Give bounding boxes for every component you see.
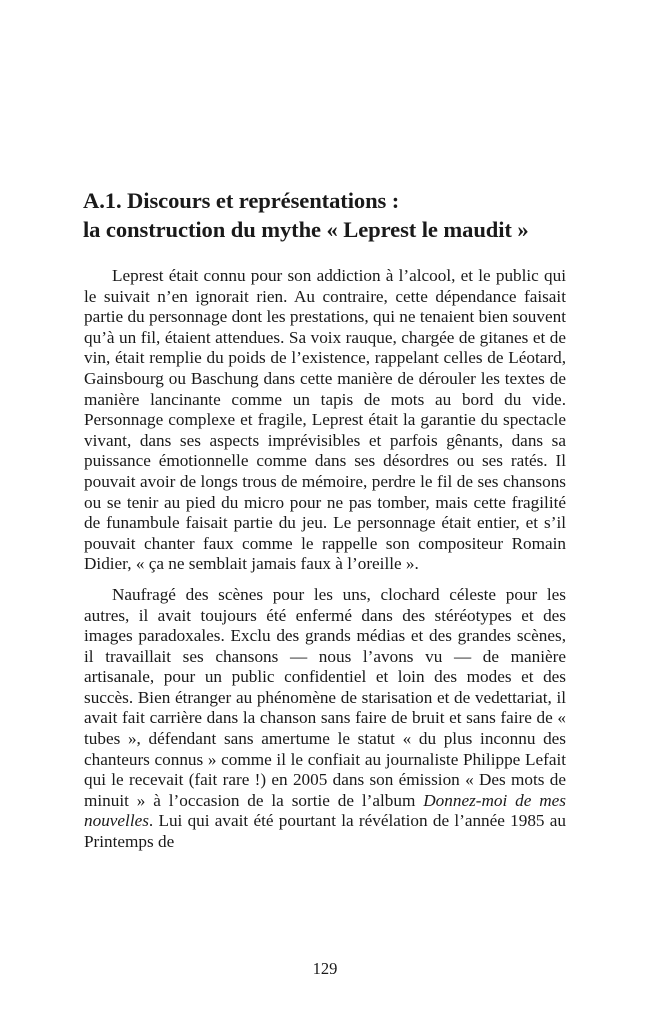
page-number: 129 [312, 959, 338, 978]
paragraph-2-text-start: Naufragé des scènes pour les uns, clochard céleste pour les autres, il avait toujours été enfermé dans des stéréotypes et des images paradoxales. Exclu des grands médias et des grandes scènes, il travaillait ses chansons — nous l’avons vu — de manière artisanale, pour un public confidentiel et loin des modes et des succès. Bien étranger au phénomène de starisation et de vedettariat, il avait fait carrière dans la chanson sans faire de bruit et sans faire de « tubes », défendant sans amertume le statut « du plus inconnu des chanteurs connus » comme il le confiait au journaliste Philippe Lefait qui le recevait (fait rare !) en 2005 dans son émission « Des mots de minuit » à l’occasion de la sortie de l’album [84, 584, 566, 810]
section-heading-line-2: la construction du mythe « Leprest le maudit » [83, 217, 529, 242]
album-title: Donnez-moi de mes nouvelles [84, 790, 566, 831]
section-heading-line-1: A.1. Discours et représentations : [83, 188, 400, 213]
paragraph-1: Leprest était connu pour son addiction à l’alcool, et le public qui le suivait n’en ignorait rien. Au contraire, cette dépendance faisait partie du personnage dont les prestations, qui ne tenaient bien souvent qu’à un fil, étaient attendues. Sa voix rauque, chargée de gitanes et de vin, était remplie du poids de l’existence, rappelant celles de Léotard, Gainsbourg ou Baschung dans cette manière de dérouler les textes de manière lancinante comme un tapis de mots au bord du vide. Personnage complexe et fragile, Leprest était la garantie du spectacle vivant, dans ses aspects imprévisibles et parfois gênants, dans sa puissance émotionnelle comme dans ses désordres ou ses ratés. Il pouvait avoir de longs trous de mémoire, perdre le fil de ses chansons ou se tenir au pied du micro pour ne pas tomber, mais cette fragilité de funambule faisait partie du jeu. Le personnage était entier, et s’il pouvait chanter faux comme le rappelle son compositeur Romain Didier, « ça ne semblait jamais faux à l’oreille ». [84, 266, 566, 574]
paragraph-2-text-end: . Lui qui avait été pourtant la révélation de l’année 1985 au Printemps de [84, 811, 566, 852]
paragraph-2 [84, 585, 566, 853]
section-heading [83, 186, 583, 244]
body-text [84, 266, 566, 853]
